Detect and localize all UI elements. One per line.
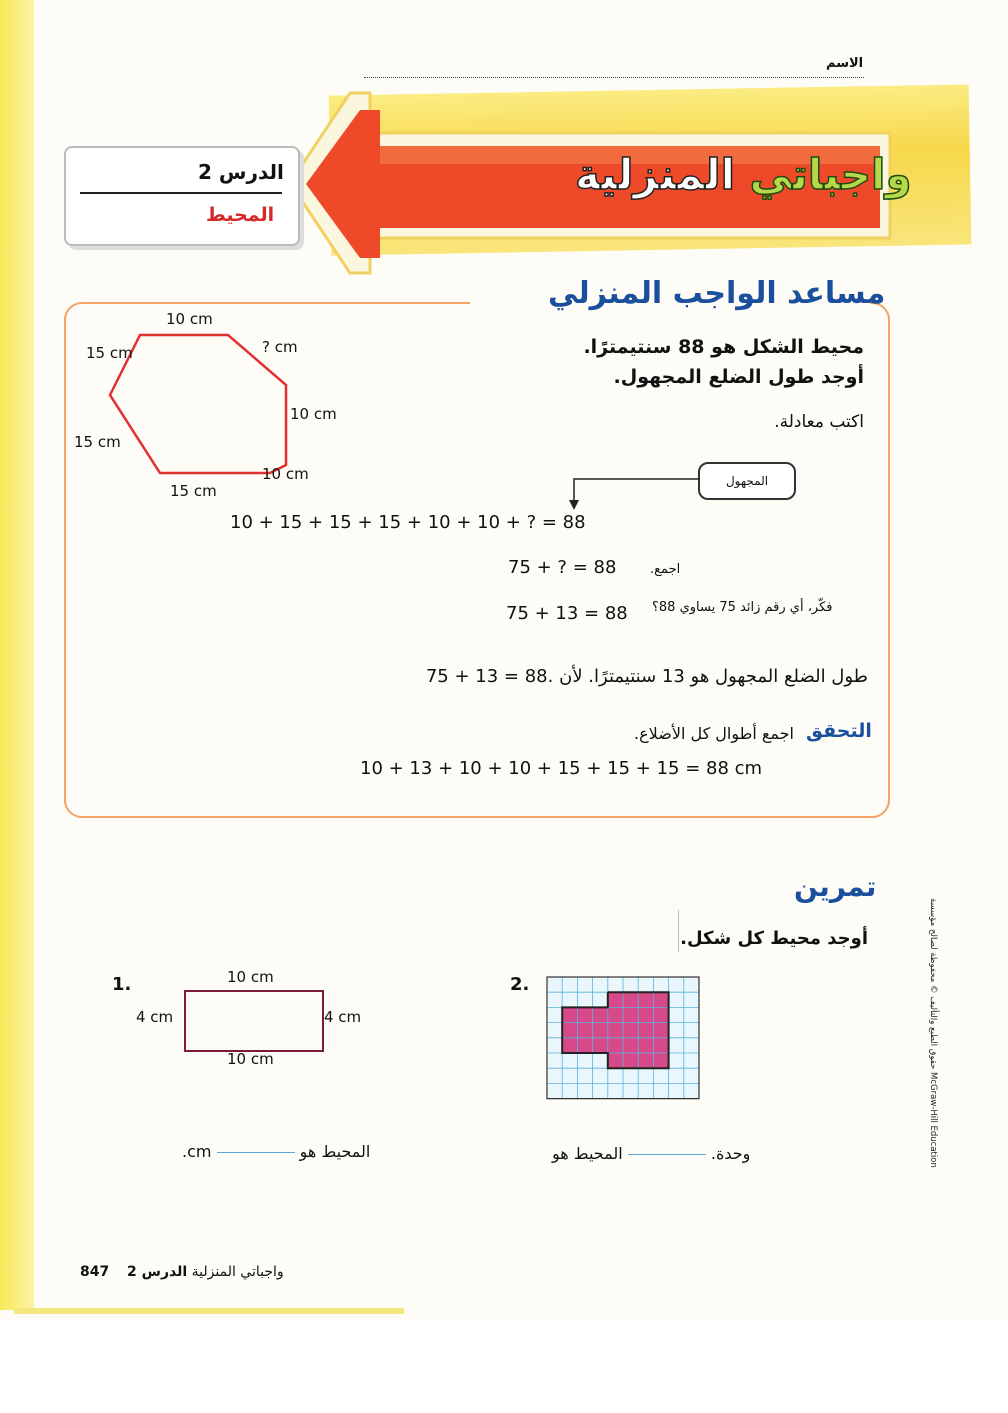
helper-title: مساعد الواجب المنزلي [548, 276, 886, 311]
check-instruction: اجمع أطوال كل الأضلاع. [634, 724, 794, 743]
rectangle-figure [184, 990, 324, 1052]
shaded-square [608, 1023, 623, 1038]
shaded-square [623, 1038, 638, 1053]
shaded-square [638, 1023, 653, 1038]
rect-label-right: 4 cm [324, 1008, 362, 1026]
shaded-square [653, 992, 668, 1007]
rect-label-left: 4 cm [136, 1008, 174, 1026]
shaded-square [562, 1038, 577, 1053]
shaded-square [608, 992, 623, 1007]
unknown-arrow [566, 472, 702, 512]
practice-title: تمرين [794, 870, 877, 903]
rect-label-bottom: 10 cm [227, 1050, 274, 1068]
shaded-square [623, 1023, 638, 1038]
equation-2: 75 + ? = 88 [508, 557, 617, 578]
lesson-number: الدرس 2 [198, 160, 284, 184]
fig-label-top: 10 cm [166, 310, 213, 328]
shaded-square [593, 1038, 608, 1053]
equation-1: 10 + 15 + 15 + 15 + 10 + 10 + ? = 88 [230, 512, 586, 533]
problem-1-number: 1. [112, 974, 132, 995]
fig-label-left: 15 cm [74, 433, 121, 451]
problem-2-answer [552, 1144, 750, 1163]
answer-1-blank[interactable] [217, 1152, 295, 1153]
yellow-bottom-strip [14, 1308, 404, 1314]
shaded-square [608, 1007, 623, 1022]
footer [80, 1264, 284, 1280]
shaded-square [623, 1007, 638, 1022]
step-think-label: فكّر، أي رقم زائد 75 يساوي 88؟ [652, 600, 833, 615]
copyright-notice [926, 898, 940, 1198]
conclusion-text: طول الضلع المجهول هو 13 سنتيمترًا. لأن [559, 666, 868, 687]
shaded-square [593, 1023, 608, 1038]
name-label: الاسم [826, 56, 864, 71]
title-word-home: المنزلية [575, 150, 735, 199]
fig-label-unknown: ? cm [262, 338, 298, 356]
equation-3: 75 + 13 = 88 [506, 603, 628, 624]
shaded-square [653, 1023, 668, 1038]
shaded-square [638, 1007, 653, 1022]
answer-2-blank[interactable] [628, 1154, 706, 1155]
conclusion-line [426, 666, 868, 687]
unknown-side-shape [110, 335, 286, 473]
shaded-square [653, 1007, 668, 1022]
shaded-square [653, 1038, 668, 1053]
lesson-topic: المحيط [206, 204, 275, 226]
title-word-homework: واجباتي [749, 150, 912, 199]
fig-label-bottom-right: 10 cm [262, 465, 309, 483]
shaded-square [562, 1007, 577, 1022]
shaded-square [638, 992, 653, 1007]
problem-2-number: 2. [510, 974, 530, 995]
practice-instruction: أوجد محيط كل شكل. [680, 928, 868, 949]
answer-2-prefix: المحيط هو [552, 1144, 623, 1163]
grid-figure [546, 976, 700, 1100]
answer-2-unit: وحدة. [710, 1144, 751, 1163]
unknown-callout: المجهول [698, 462, 796, 500]
footer-lesson: الدرس 2 [127, 1264, 188, 1280]
instruction-write-equation: اكتب معادلة. [774, 412, 864, 432]
rect-label-top: 10 cm [227, 968, 274, 986]
step-add-label: اجمع. [650, 562, 681, 577]
page-title [575, 150, 912, 199]
shaded-square [608, 1053, 623, 1068]
shaded-square [623, 1053, 638, 1068]
shaded-square [623, 992, 638, 1007]
check-label: التحقق [806, 720, 872, 742]
shaded-square [577, 1038, 592, 1053]
problem-1-answer [182, 1142, 370, 1161]
name-field-line[interactable] [364, 77, 864, 78]
shaded-square [577, 1023, 592, 1038]
yellow-side-strip [0, 0, 34, 1310]
shaded-square [593, 1007, 608, 1022]
practice-divider [678, 910, 679, 952]
shaded-square [577, 1007, 592, 1022]
answer-1-prefix: المحيط هو [299, 1142, 371, 1161]
lesson-divider [80, 192, 282, 194]
shaded-square [653, 1053, 668, 1068]
fig-label-right: 10 cm [290, 405, 337, 423]
fig-label-top-left: 15 cm [86, 344, 133, 362]
footer-section: واجباتي المنزلية [191, 1264, 284, 1280]
problem-line-1: محيط الشكل هو 88 سنتيمترًا. [583, 336, 864, 358]
conclusion-equation: 75 + 13 = 88. [425, 666, 554, 687]
shaded-square [562, 1023, 577, 1038]
page-number: 847 [80, 1264, 110, 1280]
check-equation: 10 + 13 + 10 + 10 + 15 + 15 + 15 = 88 cm [360, 758, 763, 779]
fig-label-bottom: 15 cm [170, 482, 217, 500]
shaded-square [608, 1038, 623, 1053]
shaded-square [638, 1053, 653, 1068]
shaded-square [638, 1038, 653, 1053]
answer-1-unit: .cm [182, 1142, 212, 1161]
copyright-text: حقوق الطبع والتأليف © محفوظة لصالح مؤسسة McGraw-Hill Education [928, 898, 938, 1168]
problem-line-2: أوجد طول الضلع المجهول. [613, 366, 864, 388]
